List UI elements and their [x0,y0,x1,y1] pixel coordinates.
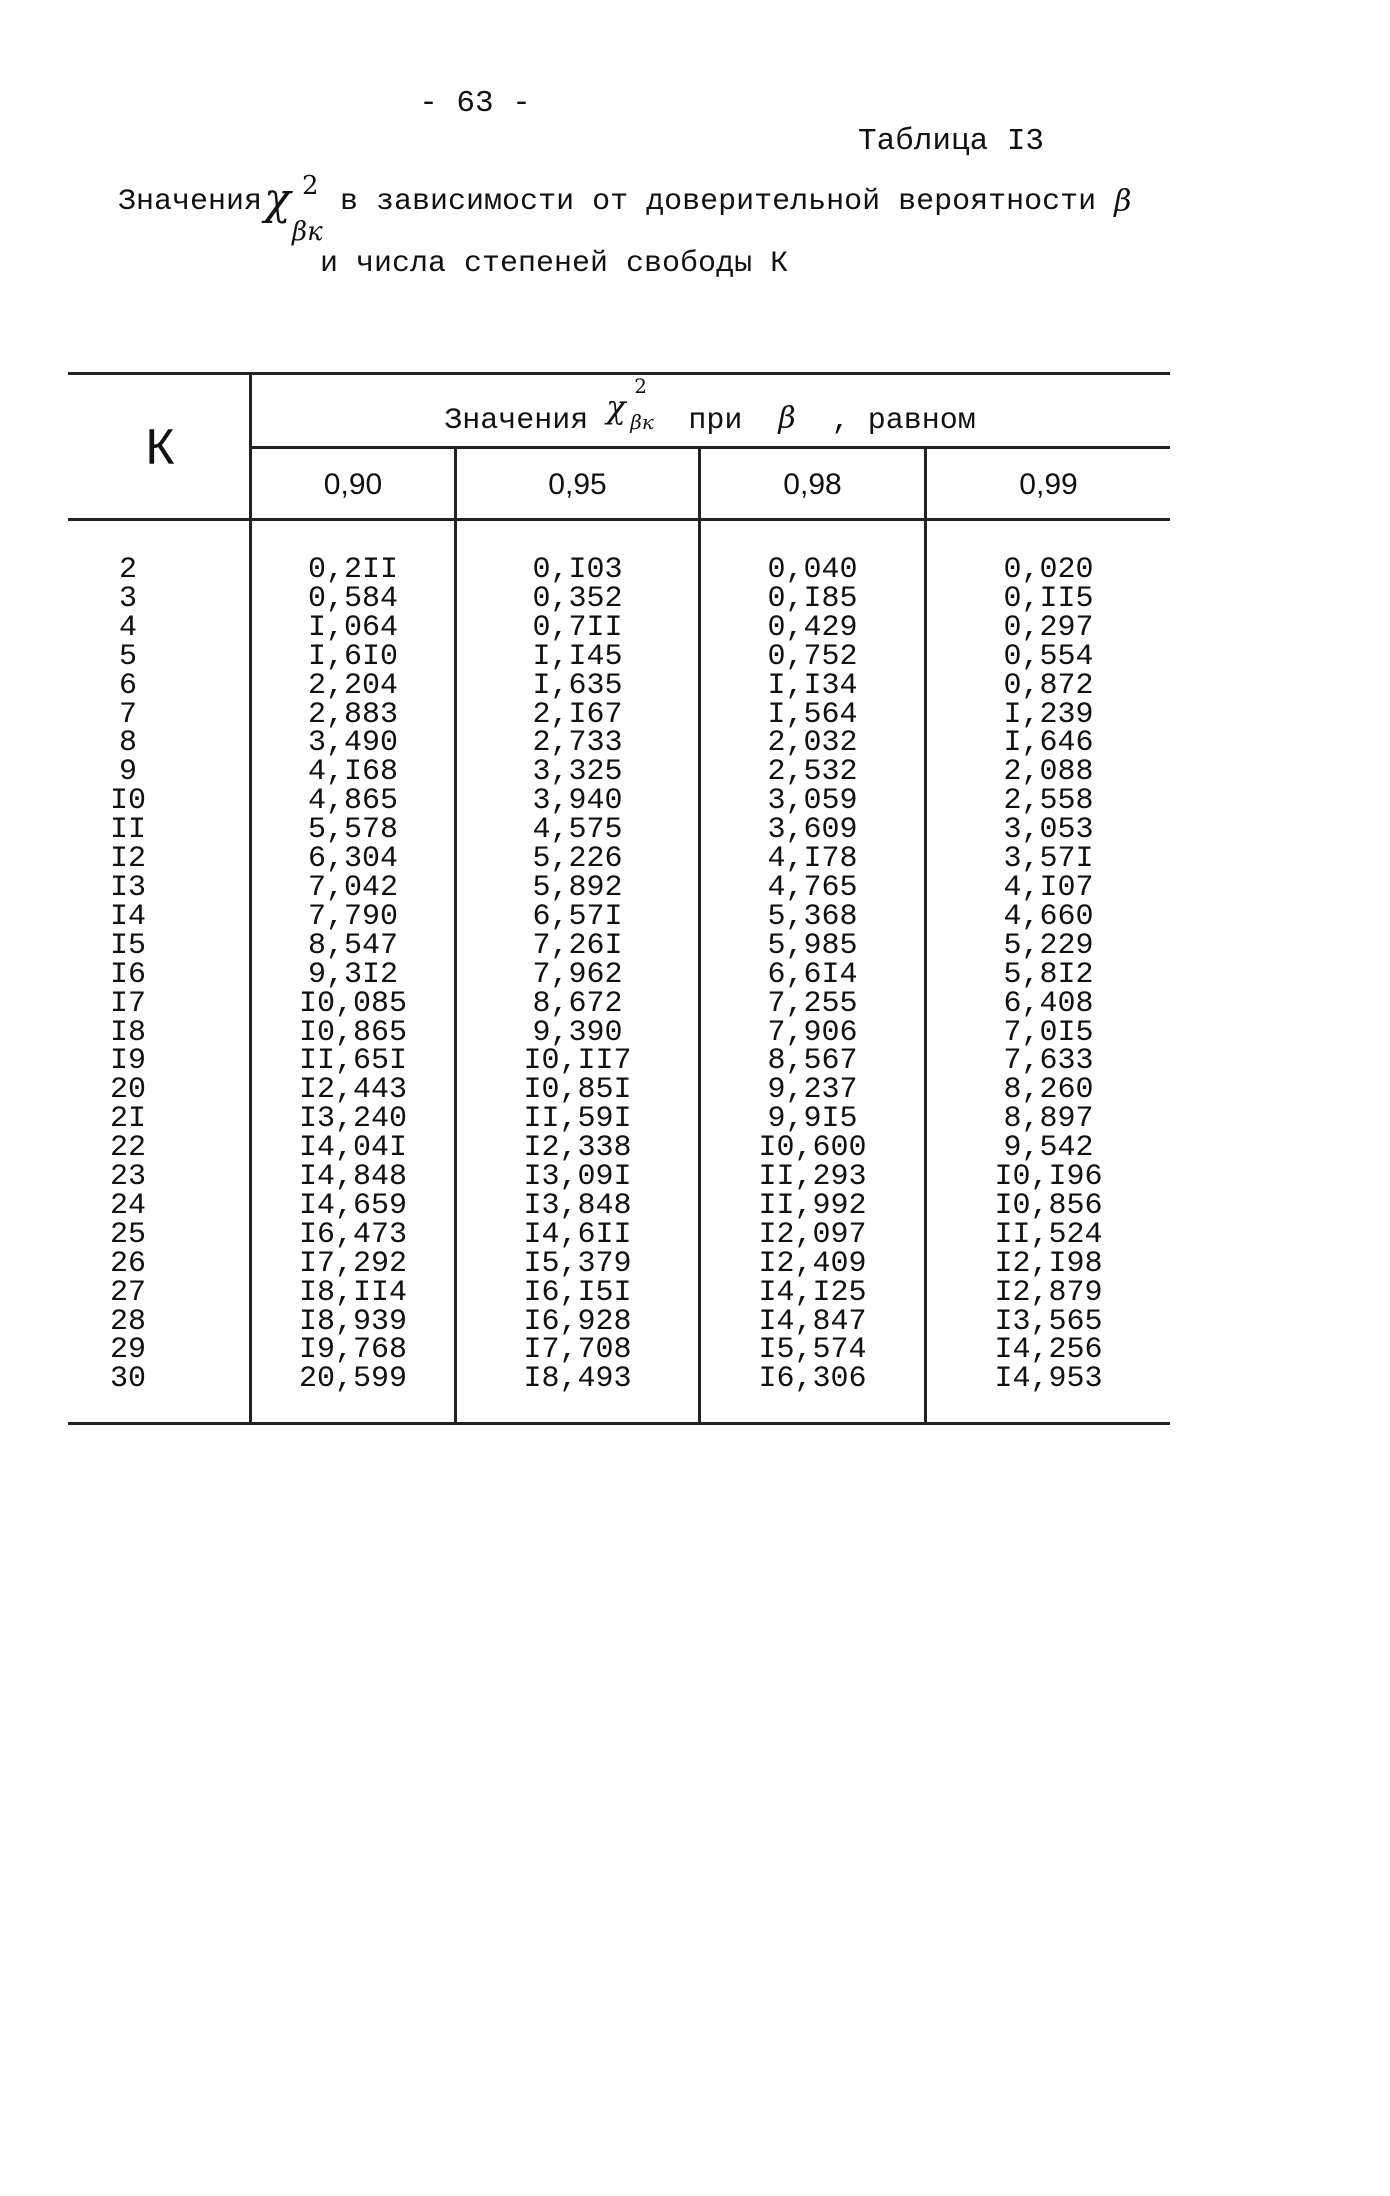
values-column-095 [457,553,698,1397]
value-cell: 0,I85 [767,581,858,616]
value-cell: 6,408 [1003,986,1094,1021]
k-value-cell: 29 [109,1333,146,1368]
value-cell: I0,085 [298,986,408,1021]
value-cell: 2,204 [307,668,398,703]
value-cell: II,65I [298,1044,408,1079]
value-cell: I2,879 [994,1275,1103,1310]
value-cell: I,646 [1003,726,1094,761]
value-cell: 7,0I5 [1003,1015,1094,1050]
caption-line-1 [118,171,1132,247]
caption-line-2: и числа степеней свободы К [320,247,789,281]
value-cell: 7,790 [307,899,398,934]
k-column-header: К [145,419,175,475]
value-cell: I2,443 [298,1073,408,1108]
k-value-cell: 5 [118,639,137,674]
value-cell: 9,237 [767,1073,858,1108]
value-cell: 0,752 [767,639,858,674]
chi-subscript: βк [292,217,323,247]
value-cell: II,293 [758,1160,867,1195]
value-cell: I5,379 [523,1246,632,1281]
page-number: - 63 - [419,86,531,121]
value-cell: 4,865 [307,784,398,819]
k-value-cell: I3 [109,870,146,905]
k-value-cell: I7 [109,986,146,1021]
k-value-cell: 27 [109,1275,146,1310]
value-cell: I0,600 [758,1131,867,1166]
value-cell: 0,352 [532,581,623,616]
value-cell: 3,609 [767,813,858,848]
value-cell: I,I45 [532,639,623,674]
value-cell: II,992 [758,1188,867,1223]
value-cell: I4,6II [523,1217,632,1252]
group-header-prefix: Значения [444,404,589,438]
value-cell: I5,574 [758,1333,867,1368]
value-cell: 0,2II [307,553,398,587]
value-cell: 8,260 [1003,1073,1094,1108]
k-value-cell: 30 [109,1362,146,1397]
k-value-cell: 7 [118,697,137,732]
value-cell: 8,897 [1003,1102,1094,1137]
k-value-cell: 4 [118,610,137,645]
k-value-cell: I6 [109,957,146,992]
value-cell: 0,020 [1003,553,1094,587]
value-cell: I7,708 [523,1333,632,1368]
value-cell: 7,906 [767,1015,858,1050]
value-cell: I3,565 [994,1304,1103,1339]
value-cell: 2,032 [767,726,858,761]
value-cell: I0,85I [523,1073,632,1108]
value-cell: II,59I [523,1102,632,1137]
k-value-cell: 9 [118,755,137,790]
value-cell: 0,7II [532,610,623,645]
value-cell: 2,532 [767,755,858,790]
value-cell: 5,8I2 [1003,957,1094,992]
value-cell: 6,6I4 [767,957,858,992]
value-cell: 5,892 [532,870,623,905]
value-cell: I4,847 [758,1304,867,1339]
chi-symbol: χ [264,174,291,225]
value-cell: 9,390 [532,1015,623,1050]
column-header-095: 0,95 [548,468,607,501]
table-bottom-rule [68,1422,1170,1425]
value-cell: I,564 [767,697,858,732]
value-cell: I4,659 [298,1188,408,1223]
value-cell: 8,567 [767,1044,858,1079]
value-cell: I2,I98 [994,1246,1103,1281]
k-value-cell: I5 [109,928,146,963]
k-value-cell: 6 [118,668,137,703]
value-cell: 7,255 [767,986,858,1021]
value-cell: 9,3I2 [307,957,398,992]
value-cell: I2,409 [758,1246,867,1281]
value-cell: II,524 [994,1217,1103,1252]
k-value-cell: II [109,813,146,848]
value-cell: 4,I78 [767,842,858,877]
k-value-cell: 2 [118,553,137,587]
k-value-cell: I0 [109,784,146,819]
value-cell: 7,962 [532,957,623,992]
values-group-header [250,374,1170,438]
value-cell: 3,059 [767,784,858,819]
header-divider-rule [250,446,1170,449]
value-cell: 5,578 [307,813,398,848]
value-cell: 0,I03 [532,553,623,587]
value-cell: 0,297 [1003,610,1094,645]
value-cell: I7,292 [298,1246,408,1281]
value-cell: 7,26I [532,928,623,963]
values-column-099 [927,553,1170,1397]
caption-prefix: Значения [118,185,263,219]
header-bottom-rule [68,518,1170,521]
value-cell: 4,765 [767,870,858,905]
value-cell: 0,429 [767,610,858,645]
values-column-090 [252,553,454,1397]
table-caption [118,171,1132,288]
value-cell: 5,985 [767,928,858,963]
value-cell: I4,04I [298,1131,408,1166]
value-cell: 4,660 [1003,899,1094,934]
value-cell: 4,I68 [307,755,398,790]
k-value-cell: I9 [109,1044,146,1079]
value-cell: 8,672 [532,986,623,1021]
group-header-suffix: , равном [831,404,976,438]
value-cell: I6,928 [523,1304,632,1339]
caption-line1-rest: в зависимости от доверительной вероятности [340,185,1097,219]
value-cell: 2,088 [1003,755,1094,790]
value-cell: I6,I5I [523,1275,632,1310]
k-value-cell: 22 [109,1131,146,1166]
value-cell: I,I34 [767,668,858,703]
value-cell: I4,256 [994,1333,1103,1368]
table-top-rule [68,372,1170,375]
value-cell: I3,240 [298,1102,408,1137]
group-chi-superscript: 2 [634,374,648,398]
values-column-098 [701,553,924,1397]
value-cell: 20,599 [298,1362,408,1397]
value-cell: 3,57I [1003,842,1094,877]
value-cell: I0,865 [298,1015,408,1050]
k-value-cell: I4 [109,899,146,934]
k-value-cell: 26 [109,1246,146,1281]
value-cell: 9,9I5 [767,1102,858,1137]
value-cell: I,6I0 [307,639,398,674]
group-header-middle: при [688,404,743,438]
value-cell: I8,939 [298,1304,408,1339]
value-cell: I8,II4 [298,1275,408,1310]
k-value-cell: 24 [109,1188,146,1223]
value-cell: 7,633 [1003,1044,1094,1079]
k-value-cell: I2 [109,842,146,877]
value-cell: 0,II5 [1003,581,1094,616]
value-cell: I4,953 [994,1362,1103,1397]
value-cell: I0,II7 [523,1044,632,1079]
value-cell: I6,473 [298,1217,408,1252]
k-value-cell: 28 [109,1304,146,1339]
value-cell: I,635 [532,668,623,703]
caption-beta: β [1114,184,1132,219]
value-cell: 4,I07 [1003,870,1094,905]
value-cell: I,239 [1003,697,1094,732]
value-cell: 0,040 [767,553,858,587]
k-value-cell: 25 [109,1217,146,1252]
value-cell: 6,57I [532,899,623,934]
chi-square-symbol [262,171,340,247]
value-cell: I3,848 [523,1188,632,1223]
value-cell: I4,848 [298,1160,408,1195]
column-header-099: 0,99 [1019,468,1078,501]
value-cell: 0,584 [307,581,398,616]
k-value-cell: 8 [118,726,137,761]
value-cell: 2,883 [307,697,398,732]
table-label: Таблица I3 [858,124,1045,159]
value-cell: I6,306 [758,1362,867,1397]
value-cell: 7,042 [307,870,398,905]
value-cell: 8,547 [307,928,398,963]
value-cell: I3,09I [523,1160,632,1195]
group-chi-symbol: χ [606,388,626,426]
value-cell: 2,I67 [532,697,623,732]
value-cell: I2,097 [758,1217,867,1252]
value-cell: I2,338 [523,1131,632,1166]
value-cell: 5,229 [1003,928,1094,963]
value-cell: I4,I25 [758,1275,867,1310]
group-chi-subscript: βк [630,410,654,434]
value-cell: 5,368 [767,899,858,934]
value-cell: 3,325 [532,755,623,790]
value-cell: 9,542 [1003,1131,1094,1166]
value-cell: 2,558 [1003,784,1094,819]
column-header-098: 0,98 [783,468,842,501]
value-cell: 0,872 [1003,668,1094,703]
k-value-cell: 20 [109,1073,146,1108]
value-cell: 3,053 [1003,813,1094,848]
value-cell: I,064 [307,610,398,645]
k-value-cell: 2I [109,1102,146,1137]
column-header-090: 0,90 [323,468,383,501]
value-cell: 5,226 [532,842,623,877]
k-value-cell: 23 [109,1160,146,1195]
value-cell: 3,490 [307,726,398,761]
value-cell: I9,768 [298,1333,408,1368]
value-cell: 2,733 [532,726,623,761]
value-cell: 0,554 [1003,639,1094,674]
chi-superscript: 2 [302,171,319,201]
value-cell: 6,304 [307,842,398,877]
k-values-column [68,553,188,1397]
group-header-beta: β [778,401,796,436]
value-cell: I0,I96 [994,1160,1103,1195]
k-value-cell: I8 [109,1015,146,1050]
k-value-cell: 3 [118,581,137,616]
value-cell: I0,856 [994,1188,1103,1223]
value-cell: 4,575 [532,813,623,848]
value-cell: I8,493 [523,1362,632,1397]
group-chi-square-symbol [606,374,670,434]
value-cell: 3,940 [532,784,623,819]
